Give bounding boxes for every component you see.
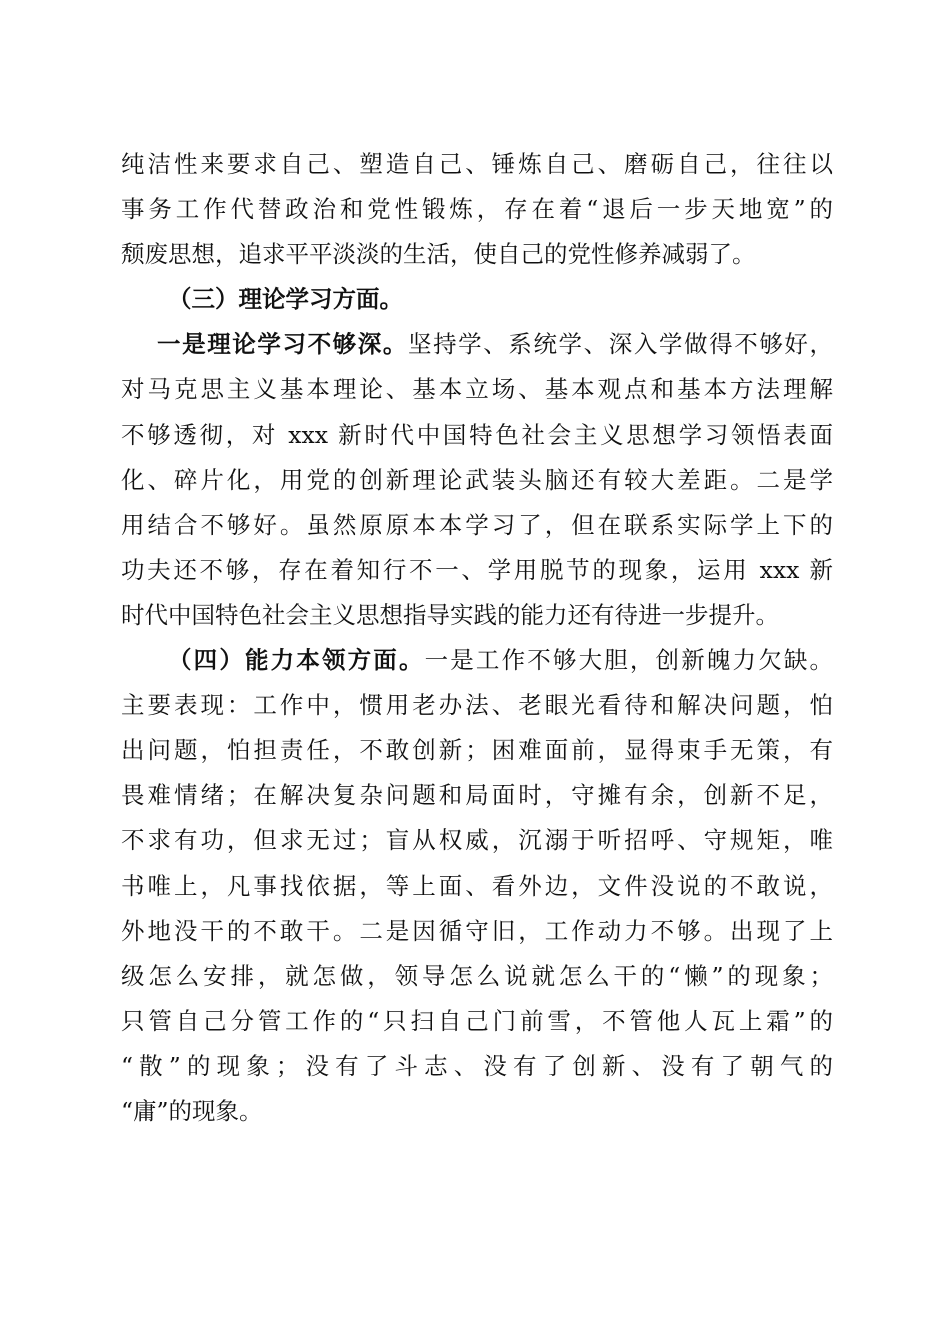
paragraph-line: “散”的现象；没有了斗志、没有了创新、没有了朝气的 bbox=[121, 1051, 833, 1080]
paragraph-text: 坚持学、系统学、深入学做得不够好， bbox=[407, 330, 834, 359]
paragraph-line-with-lead bbox=[121, 322, 833, 367]
paragraph-line: 化、碎片化，用党的创新理论武装头脑还有较大差距。二是学 bbox=[121, 465, 833, 494]
paragraph-line: 级怎么安排，就怎做，领导怎么说就怎么干的“懒”的现象； bbox=[121, 961, 833, 990]
paragraph-line: 不够透彻，对 xxx 新时代中国特色社会主义思想学习领悟表面 bbox=[121, 420, 833, 449]
lead-phrase: 一是理论学习不够深。 bbox=[157, 330, 408, 359]
paragraph-line: 事务工作代替政治和党性锻炼，存在着“退后一步天地宽”的 bbox=[121, 195, 833, 224]
paragraph-line: 主要表现：工作中，惯用老办法、老眼光看待和解决问题，怕 bbox=[121, 691, 833, 720]
document-body bbox=[121, 142, 833, 1134]
paragraph-line: “庸”的现象。 bbox=[121, 1096, 263, 1125]
paragraph-line-with-heading bbox=[121, 638, 833, 683]
paragraph-line: 书唯上，凡事找依据，等上面、看外边，文件没说的不敢说， bbox=[121, 871, 833, 900]
paragraph-line: 不求有功，但求无过；盲从权威，沉溺于听招呼、守规矩，唯 bbox=[121, 826, 833, 855]
paragraph-line: 外地没干的不敢干。二是因循守旧，工作动力不够。出现了上 bbox=[121, 916, 833, 945]
paragraph-line: 只管自己分管工作的“只扫自己门前雪，不管他人瓦上霜”的 bbox=[121, 1006, 833, 1035]
paragraph-line: 时代中国特色社会主义思想指导实践的能力还有待进一步提升。 bbox=[121, 600, 779, 629]
paragraph-line: 对马克思主义基本理论、基本立场、基本观点和基本方法理解 bbox=[121, 375, 833, 404]
paragraph-line: 畏难情绪；在解决复杂问题和局面时，守摊有余，创新不足， bbox=[121, 781, 833, 810]
paragraph-line: 用结合不够好。虽然原原本本学习了，但在联系实际学上下的 bbox=[121, 510, 833, 539]
section-heading-ability: （四）能力本领方面。 bbox=[168, 646, 425, 675]
paragraph-text: 一是工作不够大胆，创新魄力欠缺。 bbox=[424, 646, 834, 675]
section-heading-theory-study: （三）理论学习方面。 bbox=[168, 285, 403, 314]
paragraph-line: 颓废思想，追求平平淡淡的生活，使自己的党性修养减弱了。 bbox=[121, 240, 756, 269]
paragraph-line: 纯洁性来要求自己、塑造自己、锤炼自己、磨砺自己，往往以 bbox=[121, 150, 833, 178]
paragraph-line: 出问题，怕担责任，不敢创新；困难面前，显得束手无策，有 bbox=[121, 736, 833, 765]
paragraph-line: 功夫还不够，存在着知行不一、学用脱节的现象，运用 xxx 新 bbox=[121, 555, 833, 584]
